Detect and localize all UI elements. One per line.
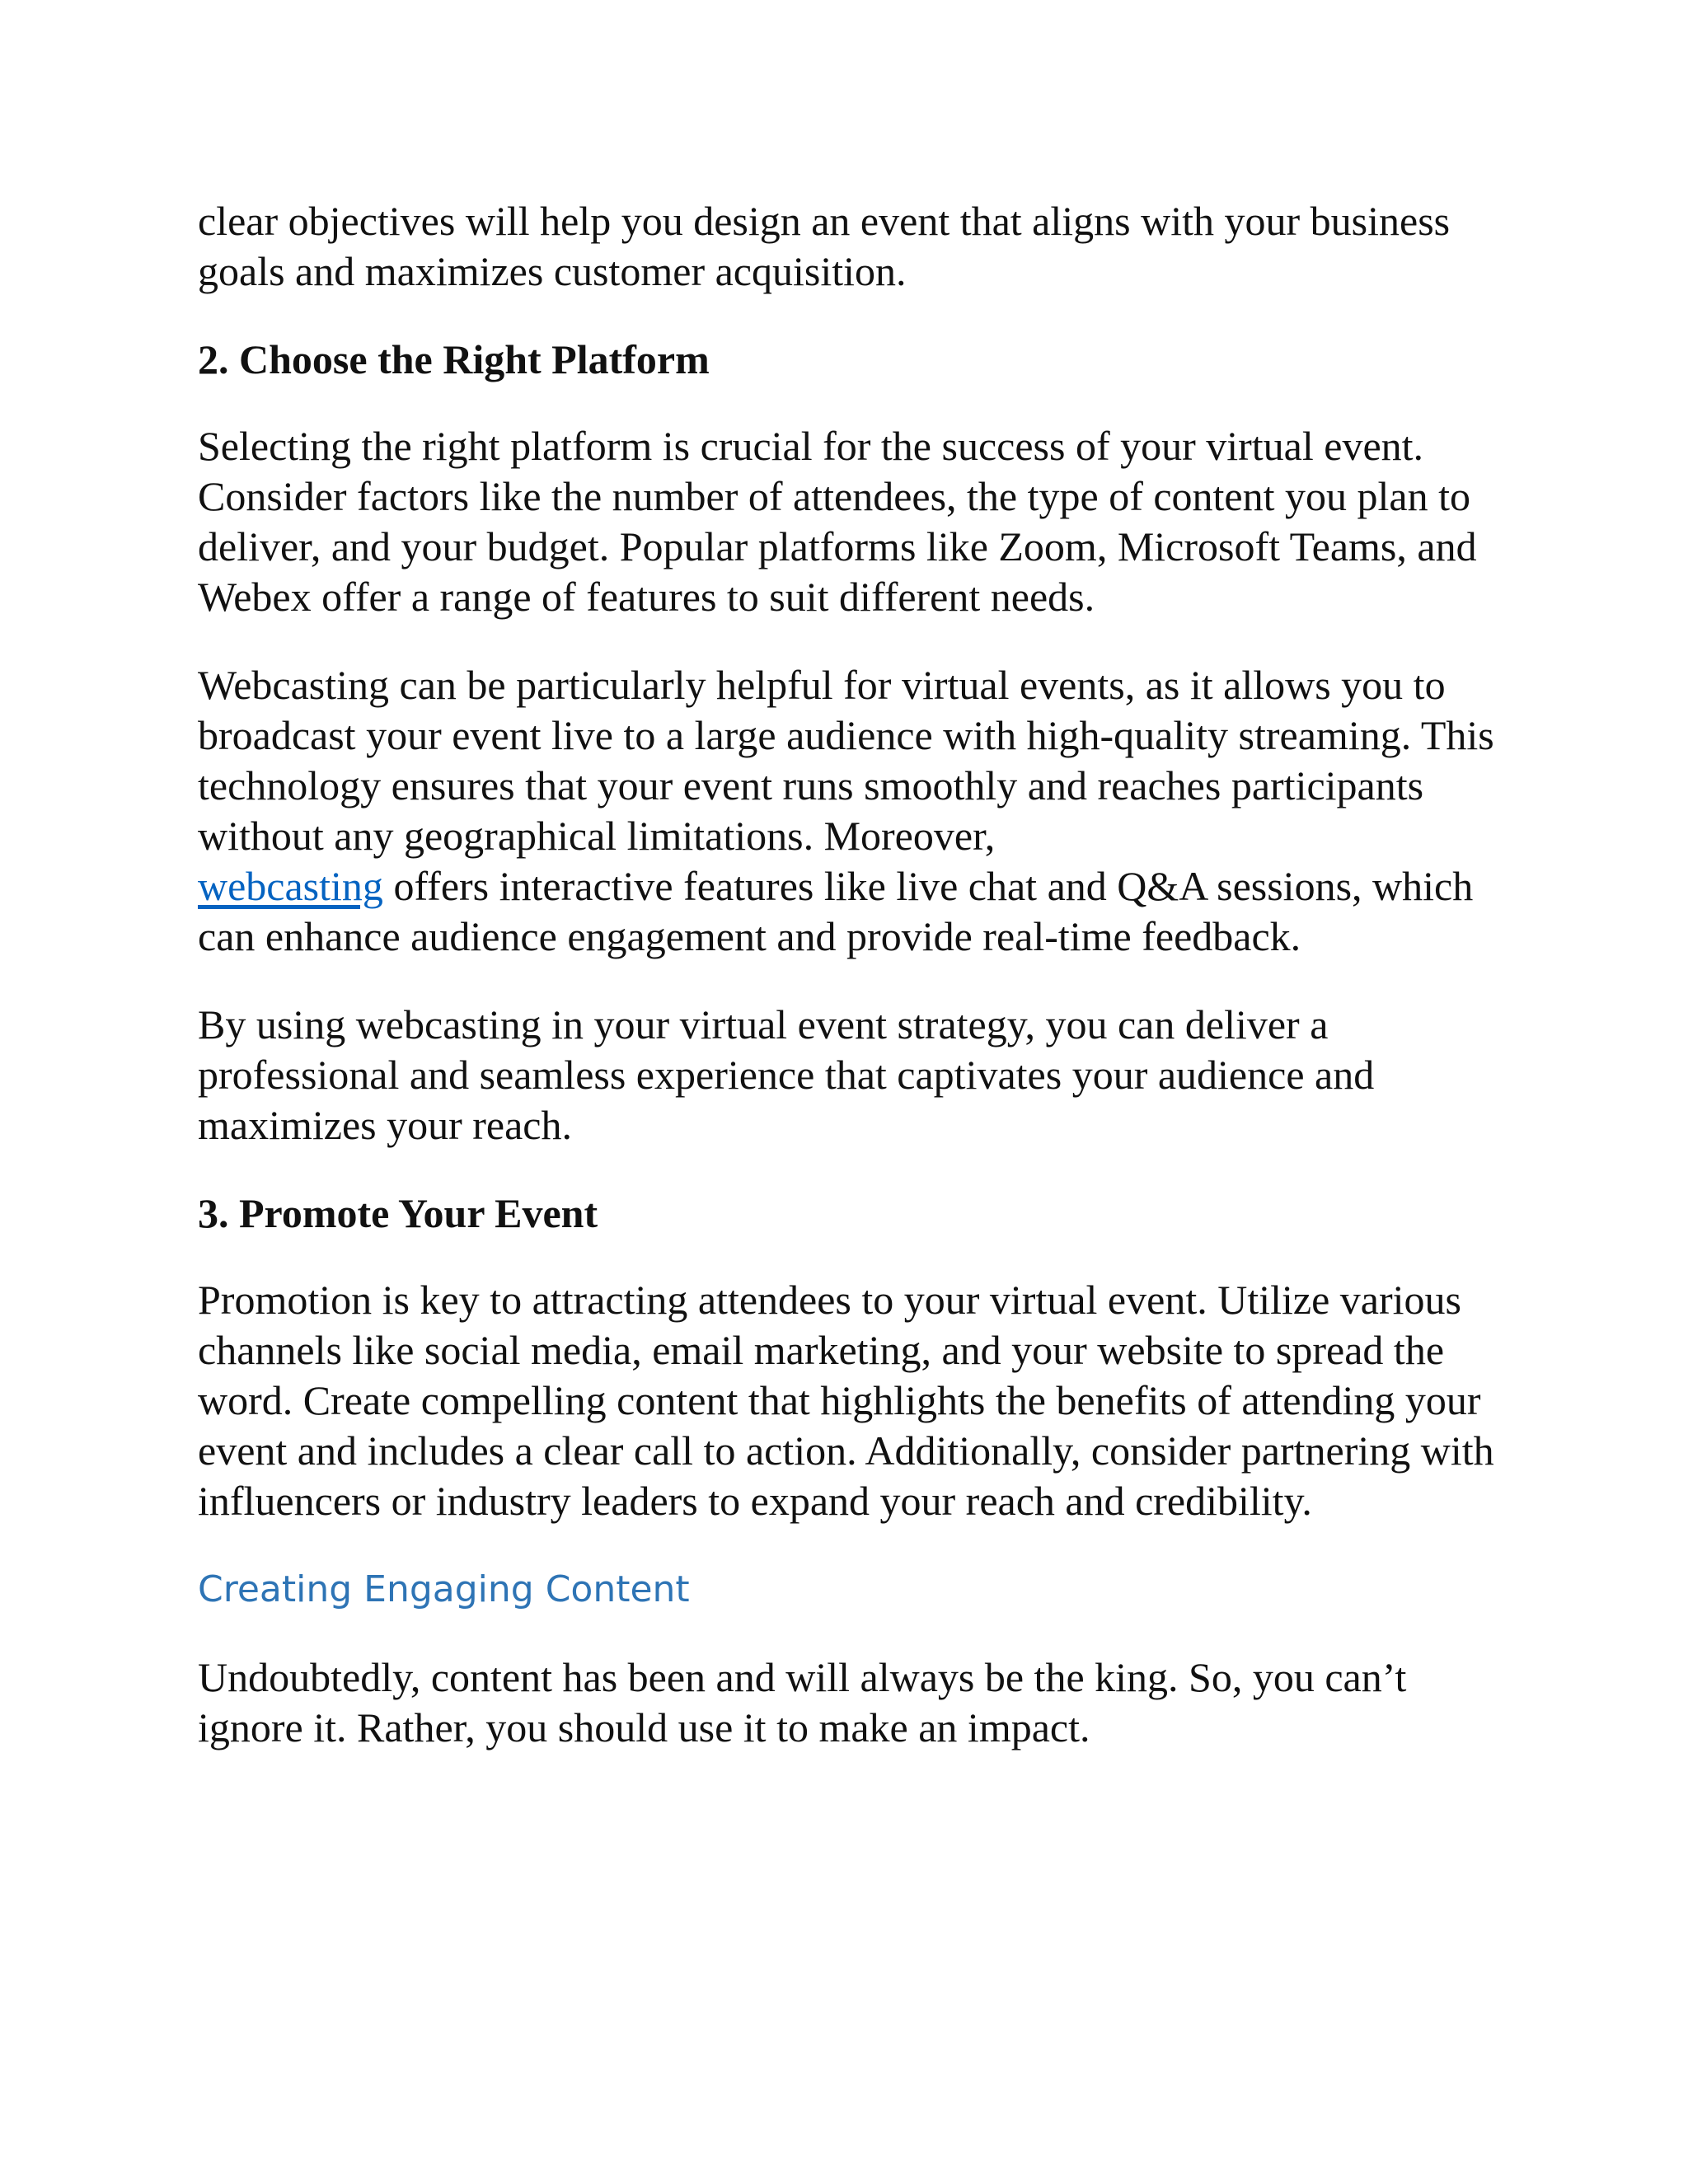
- paragraph-webcasting: [198, 660, 1500, 962]
- document-body: [198, 196, 1500, 1791]
- paragraph-objectives: clear objectives will help you design an event that aligns with your business goals and maximizes customer acquisition.: [198, 198, 1451, 294]
- paragraph-webcasting-text-before: Webcasting can be particularly helpful for virtual events, as it allows you to broadcast your event live to a large audience with high-quality streaming. This technology ensures that your event runs smoothly and reaches participants without any geographical limitations. Moreover,: [198, 662, 1494, 859]
- heading-promote-event: 3. Promote Your Event: [198, 1190, 598, 1236]
- paragraph-webcasting-text-after: offers interactive features like live chat and Q&A sessions, which can enhance audience engagement and provide real-time feedback.: [198, 863, 1474, 959]
- paragraph-content-king: Undoubtedly, content has been and will always be the king. So, you can’t ignore it. Rather, you should use it to make an impact.: [198, 1654, 1407, 1750]
- paragraph-webcasting-strategy: By using webcasting in your virtual event strategy, you can deliver a professional and seamless experience that captivates your audience and maximizes your reach.: [198, 1001, 1375, 1148]
- paragraph-promotion: Promotion is key to attracting attendees to your virtual event. Utilize various channels like social media, email marketing, and your website to spread the word. Create compelling content that highlights the benefits of attending your event and includes a clear call to action. Additionally, consider partnering with influencers or industry leaders to expand your reach and credibility.: [198, 1277, 1494, 1524]
- heading-creating-engaging-content: Creating Engaging Content: [198, 1568, 690, 1610]
- paragraph-selecting-platform: Selecting the right platform is crucial for the success of your virtual event. Consider factors like the number of attendees, the type of content you plan to deliver, and your budget. Popular platforms like Zoom, Microsoft Teams, and Webex offer a range of features to suit different needs.: [198, 423, 1477, 620]
- webcasting-link[interactable]: webcasting: [198, 863, 383, 909]
- heading-choose-platform: 2. Choose the Right Platform: [198, 336, 710, 382]
